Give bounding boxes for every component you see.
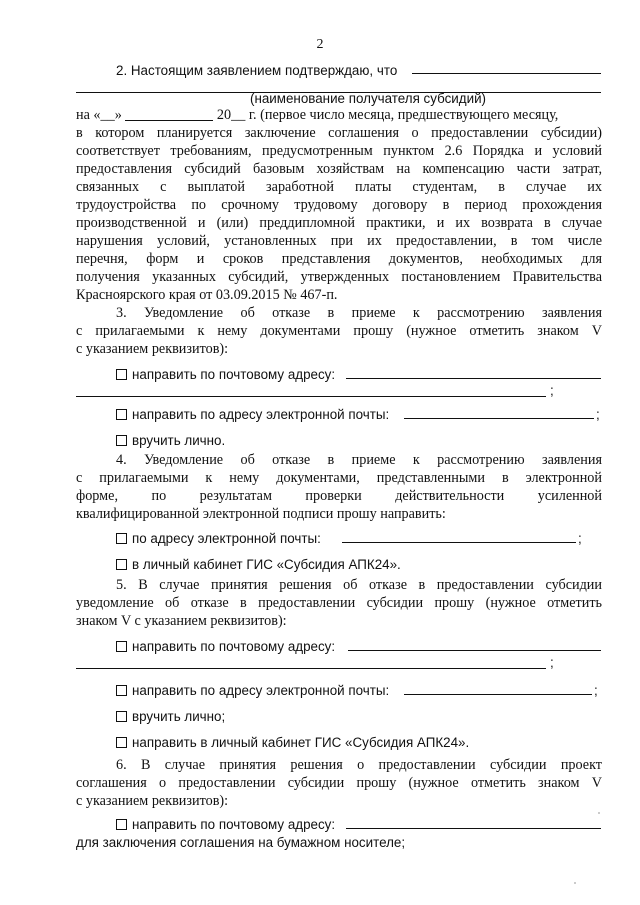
s5-postal-option[interactable]: направить по почтовому адресу: <box>116 638 602 656</box>
s6-postal-note: для заключения соглашения на бумажном носителе; <box>76 835 406 850</box>
section-6-line-3: с указанием реквизитов): <box>76 793 229 809</box>
s5-email-blank[interactable] <box>404 694 592 695</box>
s3-in-person-checkbox[interactable] <box>116 435 127 446</box>
s3-postal-checkbox[interactable] <box>116 369 127 380</box>
section-2-heading: 2. Настоящим заявлением подтверждаю, что <box>116 63 398 78</box>
s4-email-semicolon: ; <box>578 531 582 546</box>
s5-email-option[interactable]: направить по адресу электронной почты: <box>116 682 602 700</box>
s6-postal-blank[interactable] <box>346 828 601 829</box>
s3-postal-option[interactable]: направить по почтовому адресу: <box>116 366 602 384</box>
section-6-line-1: 6. В случае принятия решения о предоставлении субсидии проект <box>116 757 602 773</box>
page-number: 2 <box>316 37 324 52</box>
section-2-line-9: перечня, форм и сроков представления документов, необходимых для <box>76 251 602 267</box>
s4-email-blank[interactable] <box>342 542 576 543</box>
s6-postal-checkbox[interactable] <box>116 819 127 830</box>
section-2-line-7: производственной и (или) преддипломной практики, и их возврата в случае <box>76 215 602 231</box>
s3-postal-blank-1[interactable] <box>346 378 601 379</box>
s4-cabinet-checkbox[interactable] <box>116 559 127 570</box>
s4-email-checkbox[interactable] <box>116 533 127 544</box>
section-4-line-2: с прилагаемыми к нему документами, представленными в электронной <box>76 470 602 486</box>
section-4-line-3: форме, по результатам проверки действительности усиленной <box>76 488 602 504</box>
s5-postal-checkbox[interactable] <box>116 641 127 652</box>
scan-speck <box>574 882 576 884</box>
section-2-line-5: связанных с выплатой заработной платы студентам, в случае их <box>76 179 602 195</box>
section-5-line-2: уведомление об отказе в предоставлении субсидии прошу (нужное отметить <box>76 595 602 611</box>
section-4-line-4: квалифицированной электронной подписи прошу направить: <box>76 506 446 522</box>
s3-in-person-option[interactable]: вручить лично. <box>116 432 602 450</box>
s3-email-checkbox[interactable] <box>116 409 127 420</box>
s3-email-blank[interactable] <box>404 418 594 419</box>
s4-email-option[interactable]: по адресу электронной почты: <box>116 530 602 548</box>
s5-in-person-checkbox[interactable] <box>116 711 127 722</box>
section-2-line-4: предоставления субсидий базовым хозяйствам на компенсацию части затрат, <box>76 161 602 177</box>
s3-email-option[interactable]: направить по адресу электронной почты: <box>116 406 602 424</box>
s5-postal-blank-1[interactable] <box>348 650 601 651</box>
section-5-line-3: знаком V с указанием реквизитов): <box>76 613 287 629</box>
s5-postal-semicolon: ; <box>550 655 554 670</box>
s5-postal-blank-2[interactable] <box>76 668 546 669</box>
section-2-line-11: Красноярского края от 03.09.2015 № 467-п. <box>76 287 338 303</box>
s6-postal-option[interactable]: направить по почтовому адресу: <box>116 816 602 834</box>
section-3-line-3: с указанием реквизитов): <box>76 341 229 357</box>
scan-speck <box>598 812 600 814</box>
section-6-line-2: соглашения о предоставлении субсидии прошу (нужное отметить знаком V <box>76 775 602 791</box>
section-5-line-1: 5. В случае принятия решения об отказе в предоставлении субсидии <box>116 577 602 593</box>
section-2-line-8: нарушения условий, установленных при их предоставлении, в том числе <box>76 233 602 249</box>
section-3-line-2: с прилагаемыми к нему документами прошу (нужное отметить знаком V <box>76 323 602 339</box>
month-blank <box>125 106 213 121</box>
s4-cabinet-option[interactable]: в личный кабинет ГИС «Субсидия АПК24». <box>116 556 602 574</box>
date-line: на «__» 20__ г. (первое число месяца, предшествующего месяцу, <box>76 107 559 123</box>
section-3-line-1: 3. Уведомление об отказе в приеме к рассмотрению заявления <box>116 305 602 321</box>
section-4-line-1: 4. Уведомление об отказе в приеме к рассмотрению заявления <box>116 452 602 468</box>
s5-email-semicolon: ; <box>594 683 598 698</box>
s3-postal-blank-2[interactable] <box>76 396 546 397</box>
s5-cabinet-checkbox[interactable] <box>116 737 127 748</box>
s5-email-checkbox[interactable] <box>116 685 127 696</box>
section-2-line-3: соответствует требованиям, предусмотренным пунктом 2.6 Порядка и условий <box>76 143 602 159</box>
s5-cabinet-option[interactable]: направить в личный кабинет ГИС «Субсидия АПК24». <box>116 734 602 752</box>
s3-email-semicolon: ; <box>596 407 600 422</box>
section-2-line-2: в котором планируется заключение соглашения о предоставлении субсидии) <box>76 125 602 141</box>
recipient-name-caption: (наименование получателя субсидий) <box>250 91 487 106</box>
section-2-line-6: трудоустройства по срочному трудовому договору в период прохождения <box>76 197 602 213</box>
s3-postal-semicolon: ; <box>550 383 554 398</box>
s5-in-person-option[interactable]: вручить лично; <box>116 708 602 726</box>
recipient-name-blank-1 <box>412 73 601 74</box>
section-2-line-10: получения указанных субсидий, утвержденных постановлением Правительства <box>76 269 602 285</box>
